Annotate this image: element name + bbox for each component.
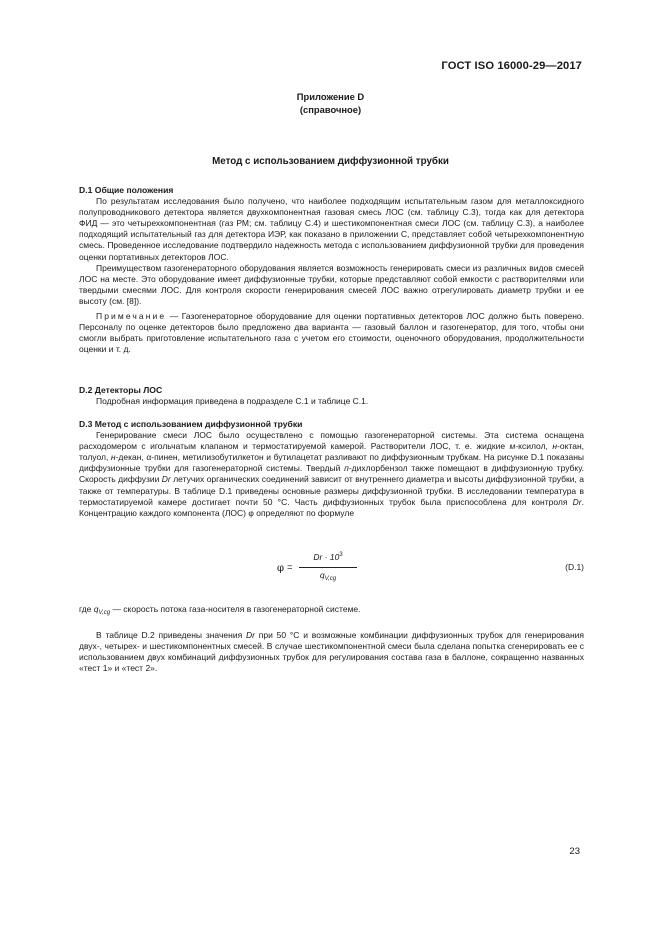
formula-denominator bbox=[299, 570, 357, 582]
closing-section bbox=[79, 630, 584, 674]
standard-number: ГОСТ ISO 16000-29—2017 bbox=[441, 60, 582, 72]
formula-expression bbox=[277, 548, 387, 592]
where-symbol: q bbox=[93, 604, 99, 614]
note-text: — Газогенераторное оборудование для оценки портативных детекторов ЛОС должно быть поверено. Персоналу по оценке детекторов было предложено два варианта — газовый баллон и газогенератор, для того, чтобы они смогли выбрать приготовление испытательного газа с учетом его стоимости, оценочного оборудования, продолжительности оценки и т. д. bbox=[79, 311, 584, 355]
section-heading-d3: D.3 Метод с использованием диффузионной трубки bbox=[79, 419, 303, 429]
denominator-subscript: V,cg bbox=[324, 576, 337, 582]
note-paragraph bbox=[79, 311, 584, 355]
section-heading-d1: D.1 Общие положения bbox=[79, 185, 174, 195]
section-d3 bbox=[79, 419, 584, 519]
page-title: Метод с использованием диффузионной трубки bbox=[212, 156, 449, 167]
text-run: Генерирование смеси ЛОС было осуществлено с помощью газогенераторной системы. Эта система оснащена расходомером с игольчатым клапаном и термостатируемой камерой. Растворители ЛОС, т. е. жидкие bbox=[79, 430, 584, 452]
italic-run: п bbox=[344, 463, 349, 474]
formula-legend bbox=[79, 604, 361, 616]
italic-run: Dr bbox=[161, 474, 171, 485]
italic-run: н bbox=[552, 441, 558, 452]
numerator-base: Dr · 10 bbox=[313, 552, 340, 562]
formula-lhs: φ bbox=[277, 563, 285, 574]
italic-run: Dr bbox=[572, 496, 582, 507]
text-run: при 50 °С и возможные комбинации диффузионных трубок для генерирования двух-, четырех- и шестикомпонентных смесей. В случае шестикомпонентной смеси была сделана попытка сгенерировать ее с использованием двух комбинаций диффузионных трубок для регулирования состава газа в баллоне, сокращенно названных «тест 1» и «тест 2». bbox=[79, 630, 584, 674]
section-heading-d2: D.2 Детекторы ЛОС bbox=[79, 385, 163, 395]
text-run: -дихлорбензол также помещают в диффузионную трубку. Скорость диффузии bbox=[79, 463, 584, 485]
text-run: -октан, толуол, bbox=[79, 441, 584, 463]
denominator-q: q bbox=[319, 570, 325, 580]
paragraph-d1-1: По результатам исследования было получено, что наиболее подходящим испытательным газом для металлоксидного полупроводникового детектора является двухкомпонентная газовая смесь ЛОС (см. таблицу С.3), тогда как для детектора ФИД — это четырехкомпонентная (газ РМ; см. таблицу С.4) и шестикомпонентная смеси ЛОС (см. таблицу С.3), а наиболее подходящий испытательный газ для детектора ИЭР, как показано в приложении С, представляет собой четырехкомпонентную смесь. Проведенное исследование подтвердило надежность метода с использованием диффузионной трубки для проведения оценки портативных детекторов ЛОС. bbox=[79, 196, 584, 262]
closing-paragraph bbox=[79, 630, 584, 674]
where-text: — скорость потока газа-носителя в газогенераторной системе. bbox=[110, 604, 361, 614]
italic-run: м bbox=[509, 441, 516, 452]
where-subscript: V,cg bbox=[98, 610, 111, 616]
numerator-exponent: 3 bbox=[339, 552, 343, 558]
where-prefix: где bbox=[79, 604, 94, 614]
italic-run: н bbox=[110, 452, 116, 463]
formula-equals: = bbox=[287, 562, 293, 573]
text-run: . Концентрацию каждого компонента (ЛОС) φ определяют по формуле bbox=[79, 496, 584, 518]
text-run: В таблице D.2 приведены значения bbox=[96, 630, 246, 640]
annex-title: Приложение D bbox=[296, 91, 365, 102]
formula-d1 bbox=[79, 548, 584, 592]
section-d2 bbox=[79, 385, 584, 407]
section-d1 bbox=[79, 185, 584, 355]
paragraph-d3-1 bbox=[79, 430, 584, 519]
formula-numerator bbox=[299, 552, 357, 562]
text-run: -декан, α-пинен, метилизобутилкетон и бутилацетат разливают по диффузионным трубкам. На рисунке D.1 показаны диффузионные трубки для газогенераторной системы. Твердый bbox=[79, 452, 585, 474]
text-run: летучих органических соединений зависит от внутреннего диаметра и высоты диффузионной трубки, а также от температуры. В таблице D.1 приведены основные размеры диффузионной трубки. В исследовании температура в термостатируемой камере достигает почти 50 °С. Часть диффузионных трубок была приспособлена для контроля bbox=[79, 474, 584, 507]
text-run: -ксилол, bbox=[515, 441, 553, 452]
paragraph-d2-1: Подробная информация приведена в подразделе С.1 и таблице С.1. bbox=[96, 396, 369, 407]
note-label: Примечание bbox=[96, 311, 167, 322]
italic-run: Dr bbox=[245, 630, 255, 640]
fraction-bar bbox=[299, 567, 357, 568]
formula-number: (D.1) bbox=[565, 562, 584, 572]
page-number: 23 bbox=[569, 846, 580, 857]
annex-kind: (справочное) bbox=[299, 104, 362, 115]
paragraph-d1-2: Преимуществом газогенераторного оборудования является возможность генерировать смеси из различных видов смесей ЛОС на месте. Это оборудование имеет диффузионные трубки, которые представляют собой емкости с растворителями или твердыми смесями ЛОС. Для контроля скорости генерирования смесей ЛОС важно отрегулировать диаметр трубки и ее высоту (см. [8]). bbox=[79, 262, 584, 306]
